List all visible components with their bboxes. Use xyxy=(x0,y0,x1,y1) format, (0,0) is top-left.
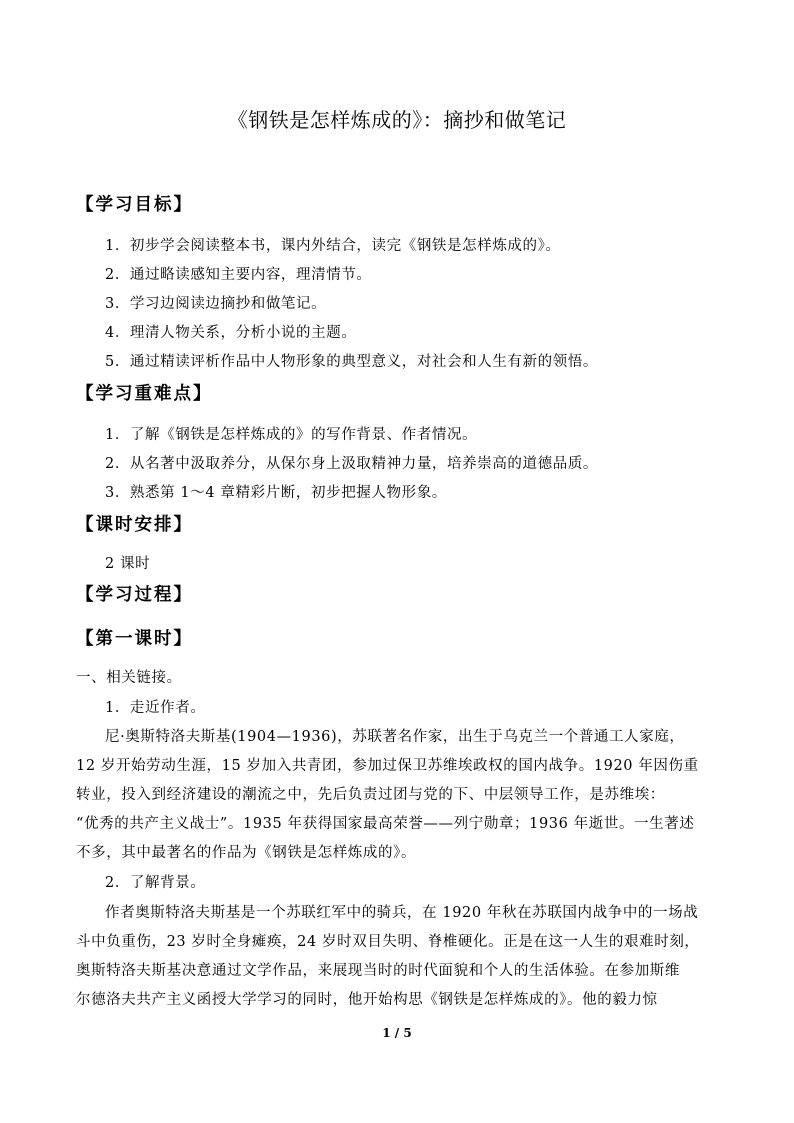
key-point-item-1: 1．了解《钢铁是怎样炼成的》的写作背景、作者情况。 xyxy=(105,427,478,443)
schedule-text: 2 课时 xyxy=(105,556,151,572)
process-heading: 【学习过程】 xyxy=(76,585,193,605)
page-number: 1 / 5 xyxy=(382,1026,412,1040)
lesson1-heading: 【第一课时】 xyxy=(76,629,193,649)
key-point-item-3: 3．熟悉第 1～4 章精彩片断，初步把握人物形象。 xyxy=(105,485,447,501)
document-title: 《钢铁是怎样炼成的》：摘抄和做笔记 xyxy=(227,108,567,132)
background-paragraph-line: 尔德洛夫共产主义函授大学学习的同时，他开始构思《钢铁是怎样炼成的》。他的毅力惊 xyxy=(76,992,658,1008)
author-paragraph-line: “优秀的共产主义战士”。1935 年获得国家最高荣誉——列宁勋章；1936 年逝世。一生著述 xyxy=(76,816,695,832)
author-paragraph-line: 不多，其中最著名的作品为《钢铁是怎样炼成的》。 xyxy=(76,845,417,861)
goal-item-2: 2．通过略读感知主要内容，理清情节。 xyxy=(105,267,372,283)
key-points-heading: 【学习重难点】 xyxy=(76,384,213,404)
goals-heading: 【学习目标】 xyxy=(76,195,193,215)
goal-item-4: 4．理清人物关系，分析小说的主题。 xyxy=(105,325,357,341)
goal-item-1: 1．初步学会阅读整本书，课内外结合，读完《钢铁是怎样炼成的》。 xyxy=(105,238,561,254)
author-paragraph-line: 尼·奥斯特洛夫斯基(1904—1936)，苏联著名作家，出生于乌克兰一个普通工人家庭， xyxy=(105,729,685,745)
background-paragraph-line: 斗中负重伤，23 岁时全身瘫痪，24 岁时双目失明、脊椎硬化。正是在这一人生的艰难时刻， xyxy=(76,934,700,950)
background-paragraph-line: 作者奥斯特洛夫斯基是一个苏联红军中的骑兵，在 1920 年秋在苏联国内战争中的一场战 xyxy=(105,905,699,921)
schedule-heading: 【课时安排】 xyxy=(76,515,193,535)
goal-item-5: 5．通过精读评析作品中人物形象的典型意义，对社会和人生有新的领悟。 xyxy=(105,354,599,370)
author-paragraph-line: 转业，投入到经济建设的潮流之中，先后负责过团与党的下、中层领导工作，是苏维埃： xyxy=(76,787,665,803)
background-paragraph-line: 奥斯特洛夫斯基决意通过文学作品，来展现当时的时代面貌和个人的生活体验。在参加斯维 xyxy=(76,963,680,979)
sub-heading-background: 2．了解背景。 xyxy=(105,875,206,891)
key-point-item-2: 2．从名著中汲取养分，从保尔身上汲取精神力量，培养崇高的道德品质。 xyxy=(105,456,599,472)
author-paragraph-line: 12 岁开始劳动生涯，15 岁加入共青团，参加过保卫苏维埃政权的国内战争。1920 年因伤重 xyxy=(76,758,699,774)
section-related-links: 一、相关链接。 xyxy=(76,670,182,686)
goal-item-3: 3．学习边阅读边摘抄和做笔记。 xyxy=(105,296,327,312)
sub-heading-author: 1．走近作者。 xyxy=(105,700,206,716)
